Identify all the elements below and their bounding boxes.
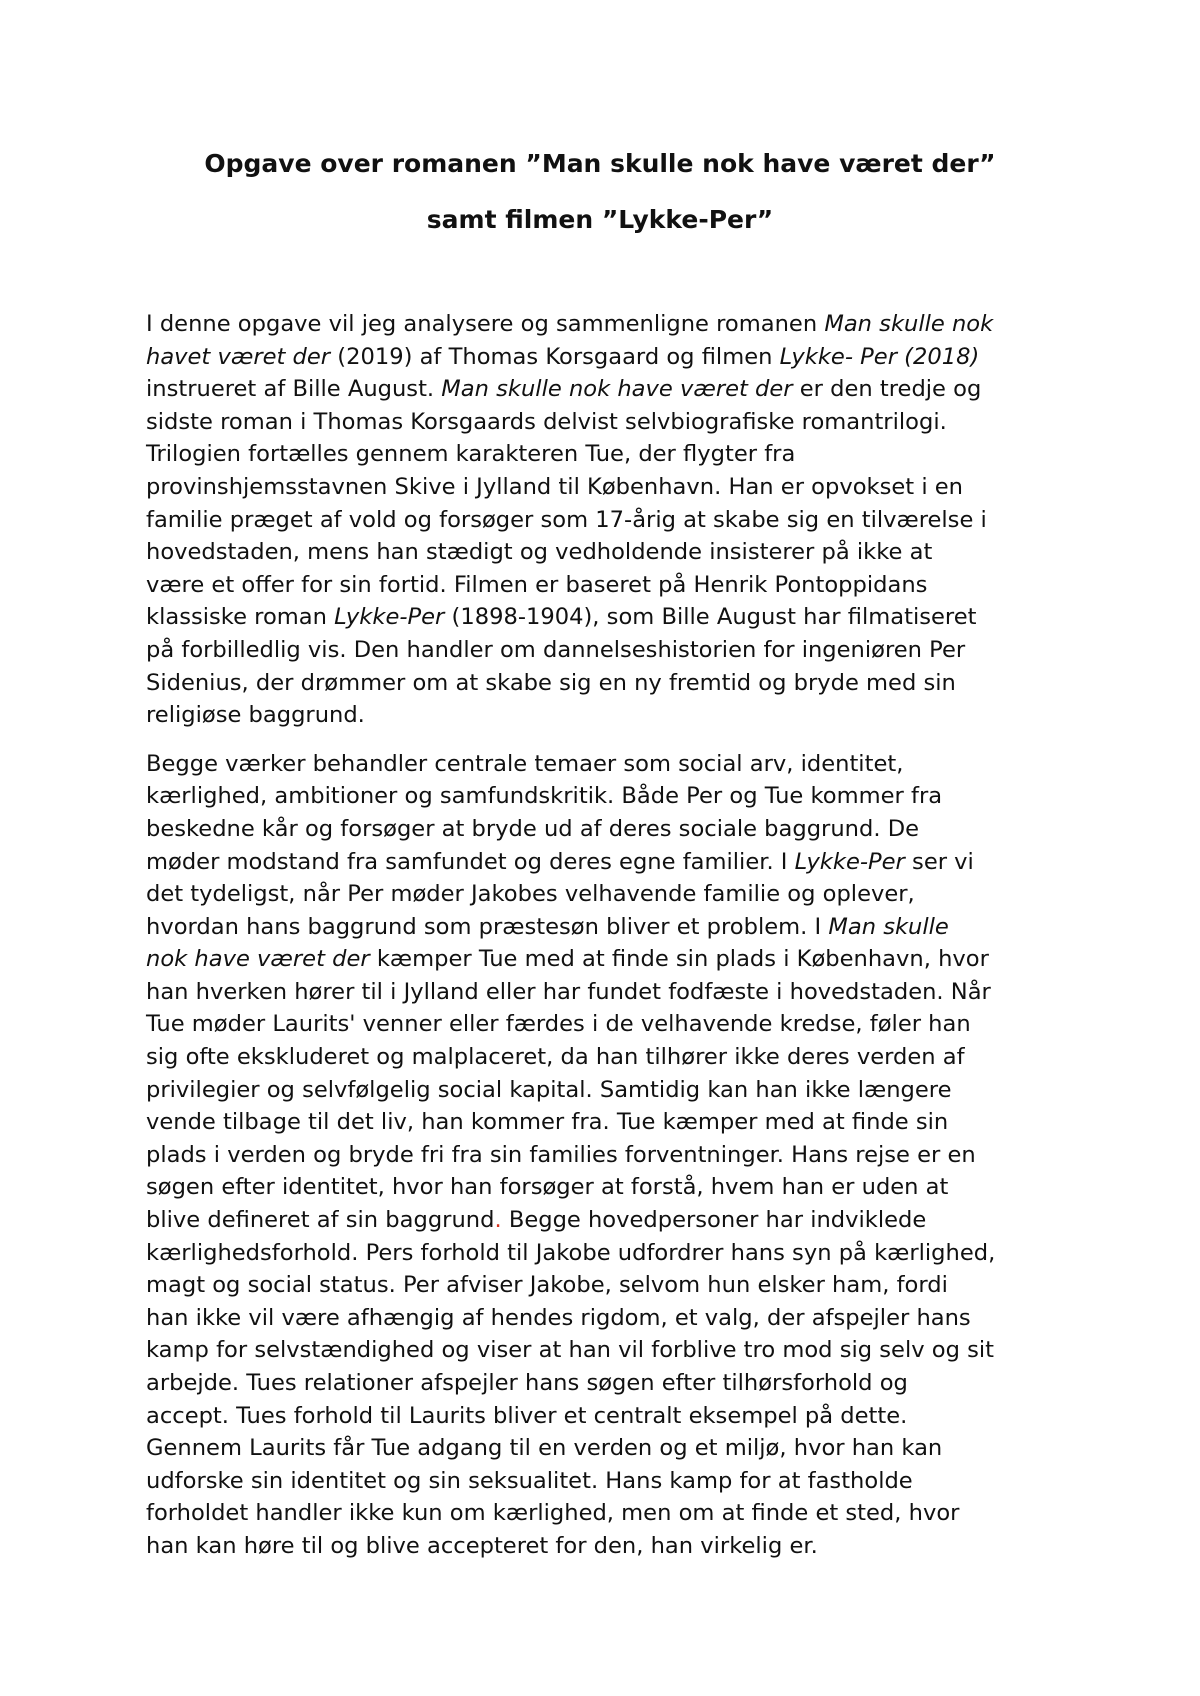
text-line — [146, 373, 1054, 406]
text-run: (1898-1904), som Bille August har filmatiseret — [444, 604, 977, 631]
text-line — [146, 634, 1054, 667]
text-line — [146, 1041, 1054, 1074]
text-run: magt og social status. Per afviser Jakobe, selvom hun elsker ham, fordi — [146, 1272, 948, 1299]
text-run: privilegier og selvfølgelig social kapital. Samtidig kan han ikke længere — [146, 1076, 952, 1103]
text-line — [146, 1530, 1054, 1563]
text-line — [146, 1074, 1054, 1107]
text-run: . — [494, 1207, 502, 1234]
italic-title-run: nok have været der — [146, 946, 370, 973]
text-line — [146, 1269, 1054, 1302]
text-run: sidste roman i Thomas Korsgaards delvist selvbiografiske romantrilogi. — [146, 408, 947, 435]
paragraph-2 — [146, 748, 1054, 1563]
text-run: Trilogien fortælles gennem karakteren Tue, der flygter fra — [146, 441, 796, 468]
text-run: Begge værker behandler centrale temaer som social arv, identitet, — [146, 750, 904, 777]
text-run: han hverken hører til i Jylland eller har fundet fodfæste i hovedstaden. Når — [146, 978, 991, 1005]
paragraph-1 — [146, 308, 1054, 732]
text-run: udforske sin identitet og sin seksualitet. Hans kamp for at fastholde — [146, 1467, 913, 1494]
text-line — [146, 667, 1054, 700]
text-run: han kan høre til og blive accepteret for den, han virkelig er. — [146, 1532, 818, 1559]
text-run: instrueret af Bille August. — [146, 376, 442, 403]
text-line — [146, 911, 1054, 944]
text-line — [146, 1106, 1054, 1139]
text-line — [146, 1367, 1054, 1400]
text-run: sig ofte ekskluderet og malplaceret, da han tilhører ikke deres verden af — [146, 1044, 965, 1071]
text-run: møder modstand fra samfundet og deres egne familier. I — [146, 848, 795, 875]
text-line — [146, 878, 1054, 911]
text-line — [146, 1400, 1054, 1433]
text-line — [146, 943, 1054, 976]
text-run: Sidenius, der drømmer om at skabe sig en ny fremtid og bryde med sin — [146, 669, 956, 696]
text-run: forholdet handler ikke kun om kærlighed, men om at finde et sted, hvor — [146, 1500, 960, 1527]
text-line — [146, 471, 1054, 504]
text-line — [146, 1465, 1054, 1498]
text-line — [146, 1497, 1054, 1530]
text-run: I denne opgave vil jeg analysere og sammenligne romanen — [146, 311, 825, 337]
text-line — [146, 1432, 1054, 1465]
italic-title-run: Man skulle nok have været der — [441, 376, 793, 403]
text-run: beskedne kår og forsøger at bryde ud af deres sociale baggrund. De — [146, 815, 919, 842]
text-line — [146, 1171, 1054, 1204]
text-line — [146, 976, 1054, 1009]
text-line — [146, 341, 1054, 374]
text-line — [146, 504, 1054, 537]
text-line — [146, 536, 1054, 569]
text-run: Tue møder Laurits' venner eller færdes i de velhavende kredse, føler han — [146, 1011, 971, 1038]
text-run: kærlighed, ambitioner og samfundskritik. Både Per og Tue kommer fra — [146, 783, 943, 810]
italic-title-run: havet været der — [146, 343, 331, 370]
text-run: kærlighedsforhold. Pers forhold til Jakobe udfordrer hans syn på kærlighed, — [146, 1239, 996, 1266]
text-run: kæmper Tue med at finde sin plads i København, hvor — [369, 946, 989, 973]
text-run: er den tredje og — [792, 376, 982, 403]
text-run: han ikke vil være afhængig af hendes rigdom, et valg, der afspejler hans — [146, 1304, 971, 1331]
text-run: søgen efter identitet, hvor han forsøger at forstå, hvem han er uden at — [146, 1174, 949, 1201]
text-run: plads i verden og bryde fri fra sin families forventninger. Hans rejse er en — [146, 1141, 976, 1168]
text-run: Begge hovedpersoner har indviklede — [501, 1207, 927, 1234]
text-line — [146, 1204, 1054, 1237]
italic-title-run: Lykke-Per — [334, 604, 445, 631]
text-line — [146, 813, 1054, 846]
title-line-2: samt filmen ”Lykke-Per” — [426, 205, 774, 234]
text-run: hvordan hans baggrund som præstesøn bliver et problem. I — [146, 913, 829, 940]
text-line — [146, 308, 1054, 341]
text-line — [146, 1334, 1054, 1367]
text-line — [146, 569, 1054, 602]
text-run: klassiske roman — [146, 604, 335, 631]
text-run: være et offer for sin fortid. Filmen er baseret på Henrik Pontoppidans — [146, 571, 928, 598]
text-line — [146, 846, 1054, 879]
text-run: på forbilledlig vis. Den handler om dannelseshistorien for ingeniøren Per — [146, 636, 966, 663]
text-line — [146, 748, 1054, 781]
text-run: Gennem Laurits får Tue adgang til en verden og et miljø, hvor han kan — [146, 1435, 943, 1462]
text-run: (2019) af Thomas Korsgaard og filmen — [330, 343, 780, 370]
text-run: vende tilbage til det liv, han kommer fra. Tue kæmper med at finde sin — [146, 1109, 949, 1136]
text-line — [146, 699, 1054, 732]
text-line — [146, 1237, 1054, 1270]
text-run: religiøse baggrund. — [146, 702, 365, 729]
text-run: hovedstaden, mens han stædigt og vedholdende insisterer på ikke at — [146, 539, 933, 566]
text-line — [146, 406, 1054, 439]
text-line — [146, 1139, 1054, 1172]
italic-title-run: Lykke-Per — [794, 848, 905, 875]
text-line — [146, 601, 1054, 634]
text-run: blive defineret af sin baggrund — [146, 1207, 495, 1234]
text-line — [146, 1302, 1054, 1335]
text-run: accept. Tues forhold til Laurits bliver et centralt eksempel på dette. — [146, 1402, 908, 1429]
text-run: arbejde. Tues relationer afspejler hans søgen efter tilhørsforhold og — [146, 1370, 908, 1396]
title-line-1: Opgave over romanen ”Man skulle nok have været der” — [204, 149, 996, 178]
text-run: det tydeligst, når Per møder Jakobes velhavende familie og oplever, — [146, 881, 915, 908]
text-run: provinshjemsstavnen Skive i Jylland til København. Han er opvokset i en — [146, 473, 963, 500]
text-line — [146, 1008, 1054, 1041]
text-run: ser vi — [904, 848, 974, 875]
text-run: familie præget af vold og forsøger som 17-årig at skabe sig en tilværelse i — [146, 506, 987, 533]
italic-title-run: Lykke- Per (2018) — [779, 343, 980, 370]
text-line — [146, 438, 1054, 471]
italic-title-run: Man skulle — [828, 913, 949, 940]
text-line — [146, 780, 1054, 813]
text-run: kamp for selvstændighed og viser at han vil forblive tro mod sig selv og sit — [146, 1337, 995, 1364]
italic-title-run: Man skulle nok — [824, 311, 994, 337]
